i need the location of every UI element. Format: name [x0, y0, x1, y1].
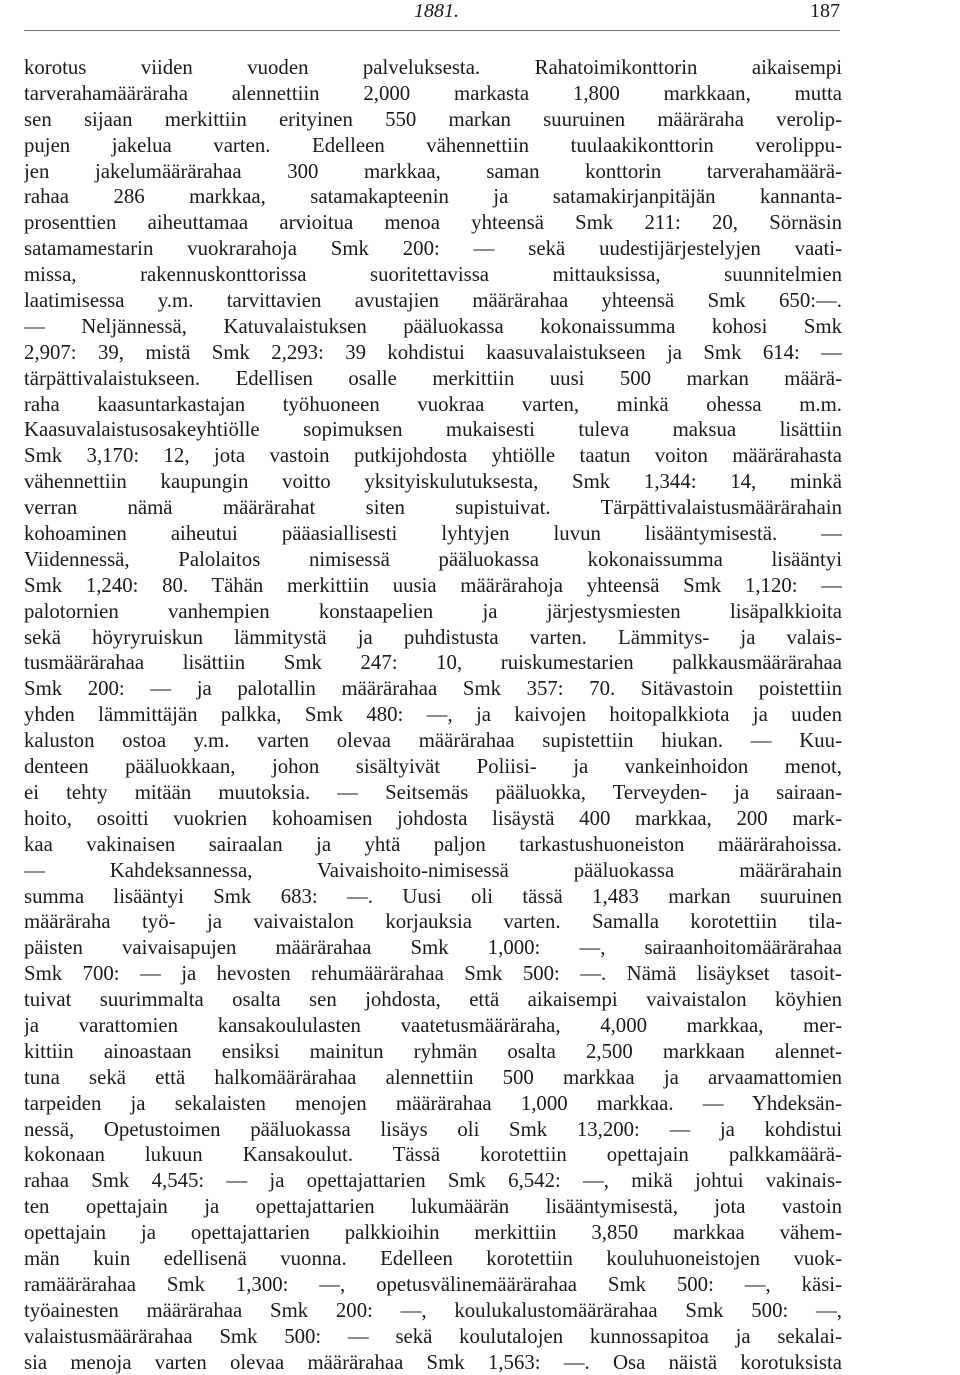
- text-line: sekä höyryruiskun lämmitystä ja puhdistusta varten. Lämmitys- ja valais-: [24, 625, 842, 649]
- text-line: tarpeiden ja sekalaisten menojen määrärahaa 1,000 markkaa. — Yhdeksän-: [24, 1091, 842, 1115]
- text-line: korotus viiden vuoden palveluksesta. Rahatoimikonttorin aikaisempi: [24, 56, 842, 79]
- text-line: — Kahdeksannessa, Vaivaishoito-nimisessä pääluokassa määrärahain: [24, 858, 842, 882]
- text-line: rahaa 286 markkaa, satamakapteenin ja satamakirjanpitäjän kannanta-: [24, 185, 842, 209]
- text-line: kaa vakinaisen sairaalan ja yhtä paljon tarkastushuoneiston määrärahoissa.: [24, 832, 842, 856]
- text-line: kaluston ostoa y.m. varten olevaa määrärahaa supistettiin hiukan. — Kuu-: [24, 729, 842, 753]
- text-line: palotornien vanhempien konstaapelien ja järjestysmiesten lisäpalkkioita: [24, 599, 842, 623]
- text-line: satamamestarin vuokrarahoja Smk 200: — sekä uudestijärjestelyjen vaati-: [24, 237, 842, 261]
- text-line: Viidennessä, Palolaitos nimisessä pääluokassa kokonaissumma lisääntyi: [24, 547, 842, 571]
- text-line: tuna sekä että halkomäärärahaa alennettiin 500 markkaa ja arvaamattomien: [24, 1065, 842, 1089]
- text-line: jen jakelumäärärahaa 300 markkaa, saman konttorin tarverahamäärä-: [24, 159, 842, 183]
- text-line: päisten vaivaisapujen määrärahaa Smk 1,000: —, sairaanhoitomäärärahaa: [24, 936, 842, 960]
- text-line: tärpättivalaistukseen. Edellisen osalle merkittiin uusi 500 markan määrä-: [24, 366, 842, 390]
- text-line: 2,907: 39, mistä Smk 2,293: 39 kohdistui kaasuvalaistukseen ja Smk 614: —: [24, 340, 842, 364]
- text-line: verran nämä määrärahat siten supistuivat. Tärpättivalaistusmäärärahain: [24, 496, 842, 520]
- text-line: män kuin edellisenä vuonna. Edelleen korotettiin kouluhuoneistojen vuok-: [24, 1246, 842, 1270]
- text-line: valaistusmäärärahaa Smk 500: — sekä koulutalojen kunnossapitoa ja sekalai-: [24, 1324, 842, 1348]
- text-line: kittiin ainoastaan ensiksi mainitun ryhmän osalta 2,500 markkaan alennet-: [24, 1039, 842, 1063]
- text-line: Smk 200: — ja palotallin määrärahaa Smk 357: 70. Sitävastoin poistettiin: [24, 677, 842, 701]
- page-header: [24, 0, 840, 31]
- text-line: prosenttien aiheuttamaa arvioitua menoa yhteensä Smk 211: 20, Sörnäsin: [24, 211, 842, 235]
- text-line: sia menoja varten olevaa määrärahaa Smk 1,563: —. Osa näistä korotuksista: [24, 1350, 842, 1374]
- text-line: kohoaminen aiheutui pääasiallisesti lyhtyjen luvun lisääntymisestä. —: [24, 522, 842, 546]
- text-line: yhden lämmittäjän palkka, Smk 480: —, ja kaivojen hoitopalkkiota ja uuden: [24, 703, 842, 727]
- text-line: ei tehty mitään muutoksia. — Seitsemäs pääluokka, Terveyden- ja sairaan-: [24, 780, 842, 804]
- text-line: missa, rakennuskonttorissa suoritettavissa mittauksissa, suunnitelmien: [24, 263, 842, 287]
- body-text: [24, 55, 842, 1375]
- text-line: — Neljännessä, Katuvalaistuksen pääluokassa kokonaissumma kohosi Smk: [24, 314, 842, 338]
- text-line: kokonaan lukuun Kansakoulut. Tässä korotettiin opettajain palkkamäärä-: [24, 1143, 842, 1167]
- page-number: 187: [810, 0, 840, 22]
- text-line: ja varattomien kansakoululasten vaatetusmääräraha, 4,000 markkaa, mer-: [24, 1013, 842, 1037]
- text-line: työainesten määrärahaa Smk 200: —, koulukalustomäärärahaa Smk 500: —,: [24, 1298, 842, 1322]
- text-line: opettajain ja opettajattarien palkkioihin merkittiin 3,850 markkaa vähem-: [24, 1221, 842, 1245]
- text-line: Smk 700: — ja hevosten rehumäärärahaa Smk 500: —. Nämä lisäykset tasoit-: [24, 962, 842, 986]
- text-line: pujen jakelua varten. Edelleen vähennettiin tuulaakikonttorin verolippu-: [24, 133, 842, 157]
- text-line: Kaasuvalaistusosakeyhtiölle sopimuksen mukaisesti tuleva maksua lisättiin: [24, 418, 842, 442]
- text-line: tusmäärärahaa lisättiin Smk 247: 10, ruiskumestarien palkkausmäärärahaa: [24, 651, 842, 675]
- text-line: tuivat suurimmalta osalta sen johdosta, että aikaisempi vaivaistalon köyhien: [24, 988, 842, 1012]
- running-header-year: 1881.: [414, 0, 459, 22]
- text-line: ramäärärahaa Smk 1,300: —, opetusvälinemäärärahaa Smk 500: —, käsi-: [24, 1272, 842, 1296]
- text-line: vähennettiin kaupungin voitto yksityiskulutuksesta, Smk 1,344: 14, minkä: [24, 470, 842, 494]
- text-line: summa lisääntyi Smk 683: —. Uusi oli tässä 1,483 markan suuruinen: [24, 884, 842, 908]
- text-line: denteen pääluokkaan, johon sisältyivät Poliisi- ja vankeinhoidon menot,: [24, 755, 842, 779]
- text-line: sen sijaan merkittiin erityinen 550 markan suuruinen määräraha verolip-: [24, 107, 842, 131]
- text-line: määräraha työ- ja vaivaistalon korjauksia varten. Samalla korotettiin tila-: [24, 910, 842, 934]
- text-line: rahaa Smk 4,545: — ja opettajattarien Smk 6,542: —, mikä johtui vakinais-: [24, 1169, 842, 1193]
- text-line: raha kaasuntarkastajan työhuoneen vuokraa varten, minkä ohessa m.m.: [24, 392, 842, 416]
- text-line: Smk 1,240: 80. Tähän merkittiin uusia määrärahoja yhteensä Smk 1,120: —: [24, 573, 842, 597]
- text-line: tarverahamääräraha alennettiin 2,000 markasta 1,800 markkaan, mutta: [24, 81, 842, 105]
- text-line: ten opettajain ja opettajattarien lukumäärän lisääntymisestä, jota vastoin: [24, 1195, 842, 1219]
- text-line: Smk 3,170: 12, jota vastoin putkijohdosta yhtiölle taatun voiton määrärahasta: [24, 444, 842, 468]
- text-line: hoito, osoitti vuokrien kohoamisen johdosta lisäystä 400 markkaa, 200 mark-: [24, 806, 842, 830]
- text-line: laatimisessa y.m. tarvittavien avustajien määrärahaa yhteensä Smk 650:—.: [24, 289, 842, 313]
- text-line: nessä, Opetustoimen pääluokassa lisäys oli Smk 13,200: — ja kohdistui: [24, 1117, 842, 1141]
